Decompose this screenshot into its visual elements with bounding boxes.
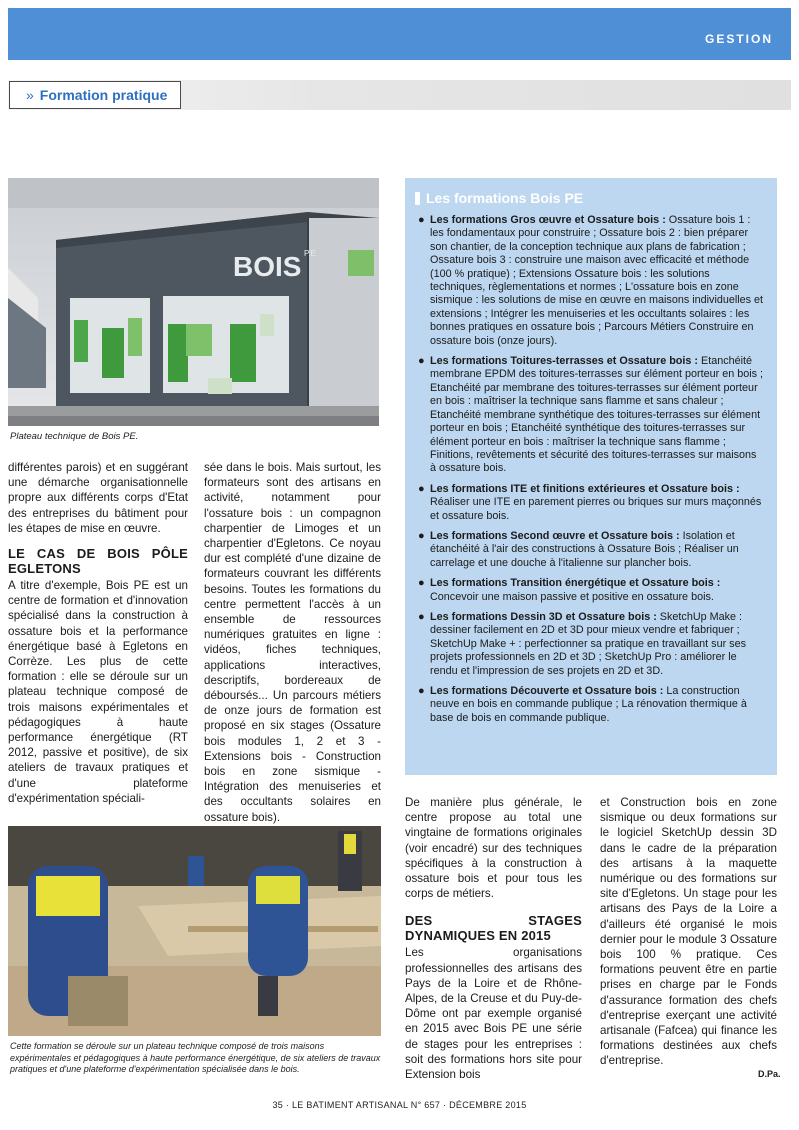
formation-item-text: Concevoir une maison passive et positive en ossature bois.: [430, 590, 714, 603]
formation-item-title: Les formations Transition énergétique et Ossature bois :: [430, 577, 721, 590]
bullet-icon: ●: [418, 529, 425, 542]
bullet-icon: ●: [418, 355, 425, 368]
formation-item: [415, 483, 765, 523]
section-label: GESTION: [704, 32, 773, 46]
double-chevron-icon: »: [26, 87, 34, 103]
formation-item-text: La construction neuve en bois en commande publique ; La rénovation thermique à base de bois en commande publique.: [430, 685, 747, 724]
workshop-illustration: [8, 826, 381, 1036]
formation-item-title: Les formations ITE et finitions extérieures et Ossature bois :: [430, 482, 740, 495]
paragraph: et Construction bois en zone sismique ou deux formations sur le logiciel SketchUp dessin 3D dans le cadre de la préparation des artisans à la maquette numérique ou des formations sur site d'Egletons. Un stage pour les artisans des Pays de la Loire a d'ailleurs été organisé le mois dernier pour le module 3 Ossature bois 100 % pratique. Ces formations peuvent être en partie prises en charge par le Fonds d'assurance formation des chefs d'entreprise exerçant une activité artisanale (Fafcea) qui finance les formations destinées aux chefs d'entreprise.: [600, 796, 777, 1068]
sidebar-box-title: [415, 190, 765, 206]
bullet-icon: ●: [418, 685, 425, 697]
photo1-caption: Plateau technique de Bois PE.: [10, 431, 139, 442]
formation-item-text: SketchUp Make : dessiner facilement en 2D et 3D pour mieux vendre et fabriquer ; SketchUp Make + : perfectionner sa pratique en travaillant sur ses projets professionnels en 2D et 3D ; SketchUp Pro : améliorer le rendu et l'impression de ses projets en 2D et 3D.: [430, 610, 746, 677]
formation-item: [415, 611, 765, 678]
section-heading: DES STAGES DYNAMIQUES EN 2015: [405, 913, 582, 944]
photo-workshop: [8, 826, 381, 1036]
rubric-title: Formation pratique: [39, 87, 168, 103]
paragraph: A titre d'exemple, Bois PE est un centre de formation et d'innovation spécialisé dans la construction à ossature bois et la performance énergétique basé à Egletons en Corrèze. Les plus de cette formation : elle se déroule sur un plateau technique composé de trois maisons expérimentales et pédagogiques à haute performance énergétique (RT 2012, passive et positive), de six ateliers de travaux pratiques et d'une plateforme d'expérimentation spéciali-: [8, 579, 188, 805]
author-signature: D.Pa.: [758, 1069, 781, 1079]
formation-item: [415, 577, 765, 604]
column-2b-text: [405, 795, 582, 1082]
photo-bois-pe-building: [8, 178, 379, 426]
formation-item-text: Ossature bois 1 : les fondamentaux pour construire ; Ossature bois 2 : bien préparer son chantier, de la conception technique aux plans de fabrication ; Ossature bois 3 : construire une maison avec efficacité et méthode (100 % pratique) ; Extensions Ossature bois : les solutions techniques, règlementations et normes ; L'ossature bois en zone sismique : les solutions de mise en œuvre en maisons individuelles et extensions ; Intégrer les menuiseries et les occultants solaires : les bonnes pratiques en ossature bois ; Parcours Métiers Construire en ossature bois (onze jours).: [430, 214, 764, 347]
formations-list: [415, 214, 765, 725]
bullet-icon: ●: [418, 482, 425, 495]
formation-item-text: Réaliser une ITE en parement pierres ou briques sur murs maçonnés et ossature bois.: [430, 496, 762, 522]
bois-sign-text: BOIS: [233, 251, 302, 282]
paragraph: différentes parois) et en suggérant une démarche organisationnelle propre aux différents corps d'Etat des entreprises du bâtiment pour les étapes de mise en œuvre.: [8, 461, 188, 535]
title-marker-icon: [415, 192, 420, 205]
sidebar-box-formations: [405, 178, 777, 775]
bullet-icon: ●: [418, 214, 425, 226]
column-1-text: [8, 460, 188, 806]
page-footer: 35 · LE BATIMENT ARTISANAL N° 657 · DÉCEMBRE 2015: [272, 1100, 527, 1110]
formation-item-title: Les formations Découverte et Ossature bois :: [430, 685, 664, 697]
formation-item-text: Etanchéité membrane EPDM des toitures-terrasses sur élément porteur en bois ; Etanchéité par membrane des toitures-terrasses sur élément porteur en bois : maîtriser la technique sans flamme et sans chaleur ; Etanchéité membrane synthétique des toitures-terrasses sur élément porteur en bois ; Etanchéité synthétique des toitures-terrasses sur élément porteur en bois : maîtriser la technique sans flamme ; Finitions, revêtements et sécurité des toitures-terrasses sur maisons à ossature bois.: [430, 355, 764, 475]
formation-item: [415, 685, 765, 725]
bullet-icon: ●: [418, 577, 425, 590]
bullet-icon: ●: [418, 610, 425, 623]
photo2-caption: Cette formation se déroule sur un plateau technique composé de trois maisons expérimentales et pédagogiques à haute performance énergétique, de six ateliers de travaux pratiques et d'une plateforme d'expérimentation spécialisée dans le bois.: [10, 1041, 381, 1074]
paragraph: De manière plus générale, le centre propose au total une vingtaine de formations originales (voir encadré) sur des techniques spécifiques à la construction à ossature bois et pour tous les corps de métiers.: [405, 796, 582, 901]
formation-item: [415, 214, 765, 348]
bois-sign-sub: P.E: [304, 249, 316, 258]
column-2-text: [204, 460, 381, 825]
rubric-box: [9, 81, 181, 109]
formation-item-title: Les formations Dessin 3D et Ossature bois :: [430, 610, 657, 623]
building-illustration: [8, 178, 379, 426]
formation-item: [415, 530, 765, 570]
column-3b-text: [600, 795, 777, 1069]
header-band: [8, 8, 791, 60]
formation-item: [415, 355, 765, 476]
formation-item-title: Les formations Second œuvre et Ossature bois :: [430, 529, 680, 542]
formation-item-title: Les formations Gros œuvre et Ossature bois :: [430, 214, 666, 226]
formation-item-title: Les formations Toitures-terrasses et Ossature bois :: [430, 355, 699, 368]
paragraph: sée dans le bois. Mais surtout, les formateurs sont des artisans en activité, notamment pour l'ossature bois : un compagnon charpentier de Limoges et un charpentier d'Egletons. Ce noyau dur est complété d'une dizaine de formateurs couvrant les différents besoins. Toutes les formations du centre permettent l'accès à un ensemble de ressources numériques gratuites en ligne : vidéos, fiches techniques, applications interactives, descriptifs, bordereaux de déboursés... Un parcours métiers de onze jours de formation est proposé en six stages (Ossature bois modules 1, 2 et 3 - Extensions bois - Construction bois en zone sismique - Intégration des menuiseries et des occultants solaires en ossature bois).: [204, 461, 381, 824]
section-heading: LE CAS DE BOIS PÔLE EGLETONS: [8, 546, 188, 577]
formation-item-text: Isolation et étanchéité à l'air des constructions à Ossature Bois ; Réaliser un carrelage et une douche à l'italienne sur plancher bois.: [430, 529, 739, 569]
sidebar-box-title-text: Les formations Bois PE: [426, 190, 584, 206]
paragraph: Les organisations professionnelles des artisans des Pays de la Loire et de Rhône-Alpes, de la Creuse et du Puy-de-Dôme ont par exemple organisé en 2015 avec Bois PE une série de stages pour les entreprises : soit des formations hors site pour Extension bois: [405, 946, 582, 1082]
